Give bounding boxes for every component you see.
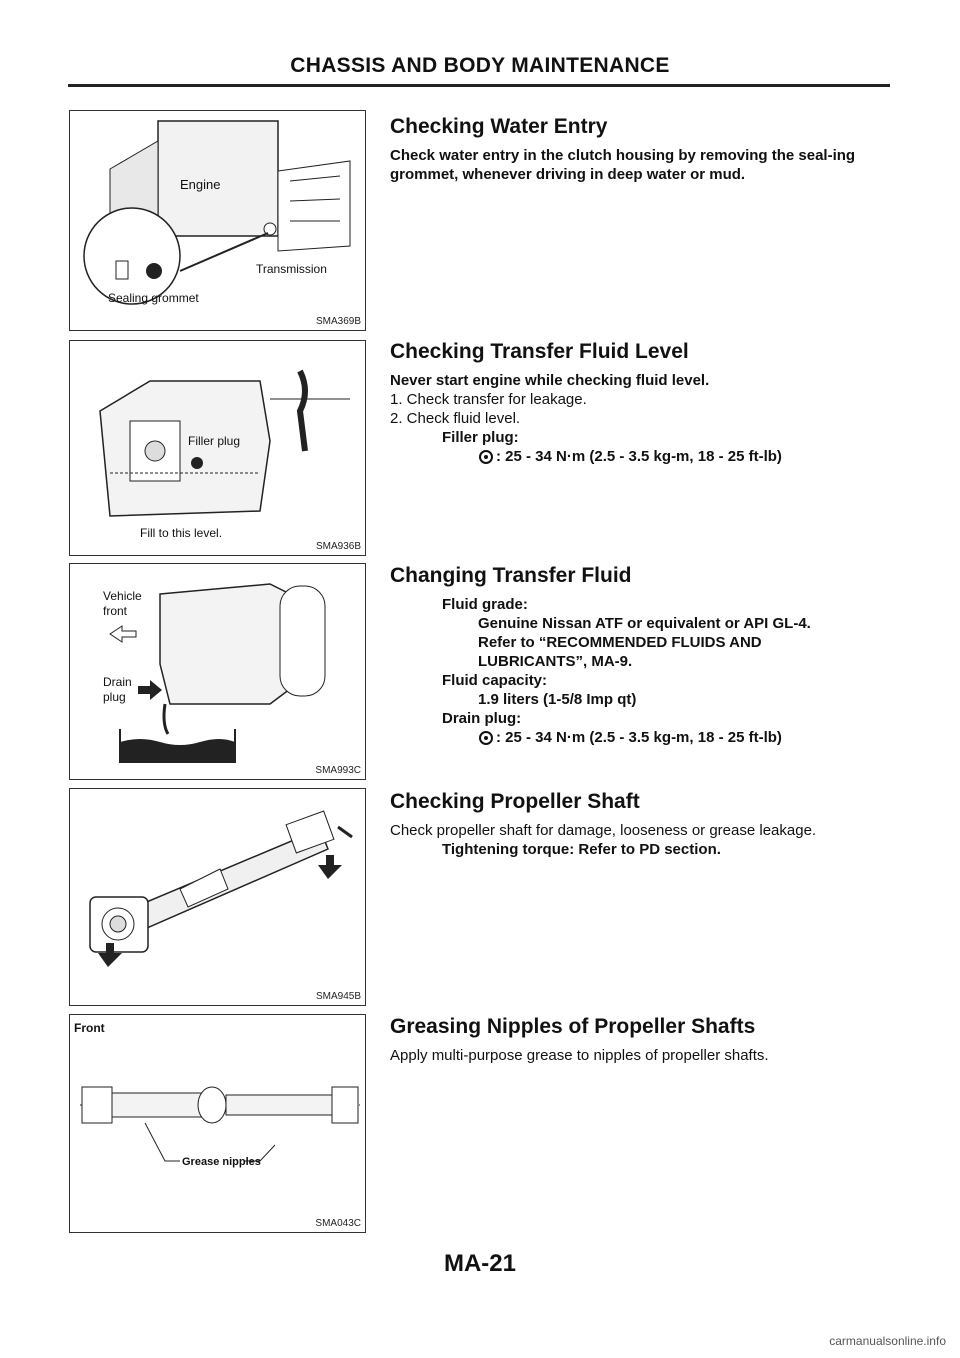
step-2: 2. Check fluid level. — [390, 410, 521, 427]
svg-text:Drain: Drain — [103, 675, 132, 689]
section-body: Check water entry in the clutch housing by removing the seal-ing grommet, whenever driving in deep water or mud. — [390, 147, 856, 183]
page-header-title: CHASSIS AND BODY MAINTENANCE — [290, 54, 670, 77]
tightening-torque: Tightening torque: Refer to PD section. — [442, 841, 721, 858]
section-propeller-shaft — [390, 789, 890, 859]
transfer-case-illustration — [70, 341, 366, 556]
section-title: Greasing Nipples of Propeller Shafts — [390, 1015, 756, 1038]
header-rule — [68, 84, 890, 87]
propeller-shaft-illustration — [70, 789, 366, 1006]
section-title: Checking Transfer Fluid Level — [390, 340, 689, 363]
filler-torque-row — [390, 447, 890, 466]
svg-text:Fill to this level.: Fill to this level. — [140, 526, 223, 540]
figure-code: SMA936B — [315, 541, 361, 552]
figure-grease-nipples — [69, 1014, 366, 1233]
svg-text:plug: plug — [103, 690, 126, 704]
refer-line-2: LUBRICANTS”, MA-9. — [478, 653, 633, 670]
section-water-entry — [390, 114, 890, 184]
section-body: Apply multi-purpose grease to nipples of propeller shafts. — [390, 1047, 769, 1064]
engine-transmission-illustration — [70, 111, 366, 331]
torque-wrench-icon — [478, 730, 494, 746]
warning-text: Never start engine while checking fluid level. — [390, 372, 710, 389]
figure-filler-plug — [69, 340, 366, 556]
section-body: Check propeller shaft for damage, looseness or grease leakage. — [390, 822, 817, 839]
svg-text:Sealing grommet: Sealing grommet — [108, 291, 199, 305]
svg-text:Filler plug: Filler plug — [188, 434, 241, 448]
figure-drain-plug — [69, 563, 366, 780]
svg-text:Engine: Engine — [180, 177, 221, 192]
drain-torque-row — [390, 728, 890, 747]
figure-code: SMA369B — [315, 316, 361, 327]
fluid-grade-label: Fluid grade: — [442, 596, 528, 613]
drain-torque-value: : 25 - 34 N·m (2.5 - 3.5 kg-m, 18 - 25 ft-lb) — [496, 729, 782, 746]
section-title: Checking Water Entry — [390, 115, 608, 138]
section-greasing-nipples — [390, 1014, 890, 1065]
svg-text:Vehicle: Vehicle — [103, 589, 142, 603]
figure-code: SMA043C — [315, 1218, 361, 1229]
fluid-capacity-label: Fluid capacity: — [442, 672, 548, 689]
svg-text:Front: Front — [74, 1021, 105, 1035]
section-changing-transfer-fluid — [390, 563, 890, 747]
drain-plug-label: Drain plug: — [442, 710, 522, 727]
section-title: Changing Transfer Fluid — [390, 564, 632, 587]
transfer-drain-illustration — [70, 564, 366, 780]
refer-line-1: Refer to “RECOMMENDED FLUIDS AND — [478, 634, 762, 651]
filler-torque-value: : 25 - 34 N·m (2.5 - 3.5 kg-m, 18 - 25 ft-lb) — [496, 448, 782, 465]
section-transfer-fluid-level — [390, 339, 890, 466]
figure-propeller-shaft — [69, 788, 366, 1006]
page-number: MA-21 — [443, 1250, 516, 1277]
figure-code: SMA993C — [315, 765, 361, 776]
fluid-capacity-value: 1.9 liters (1-5/8 Imp qt) — [478, 691, 637, 708]
filler-plug-label: Filler plug: — [442, 429, 519, 446]
step-1: 1. Check transfer for leakage. — [390, 391, 587, 408]
grease-nipples-illustration — [70, 1015, 366, 1233]
fluid-grade-value: Genuine Nissan ATF or equivalent or API GL-4. — [478, 615, 811, 632]
svg-text:Transmission: Transmission — [256, 262, 327, 276]
section-title: Checking Propeller Shaft — [390, 790, 640, 813]
torque-wrench-icon — [478, 449, 494, 465]
figure-sealing-grommet — [69, 110, 366, 331]
svg-text:Grease nipples: Grease nipples — [182, 1156, 261, 1168]
watermark: carmanualsonline.info — [829, 1334, 946, 1348]
svg-text:front: front — [103, 604, 128, 618]
figure-code: SMA945B — [315, 991, 361, 1002]
